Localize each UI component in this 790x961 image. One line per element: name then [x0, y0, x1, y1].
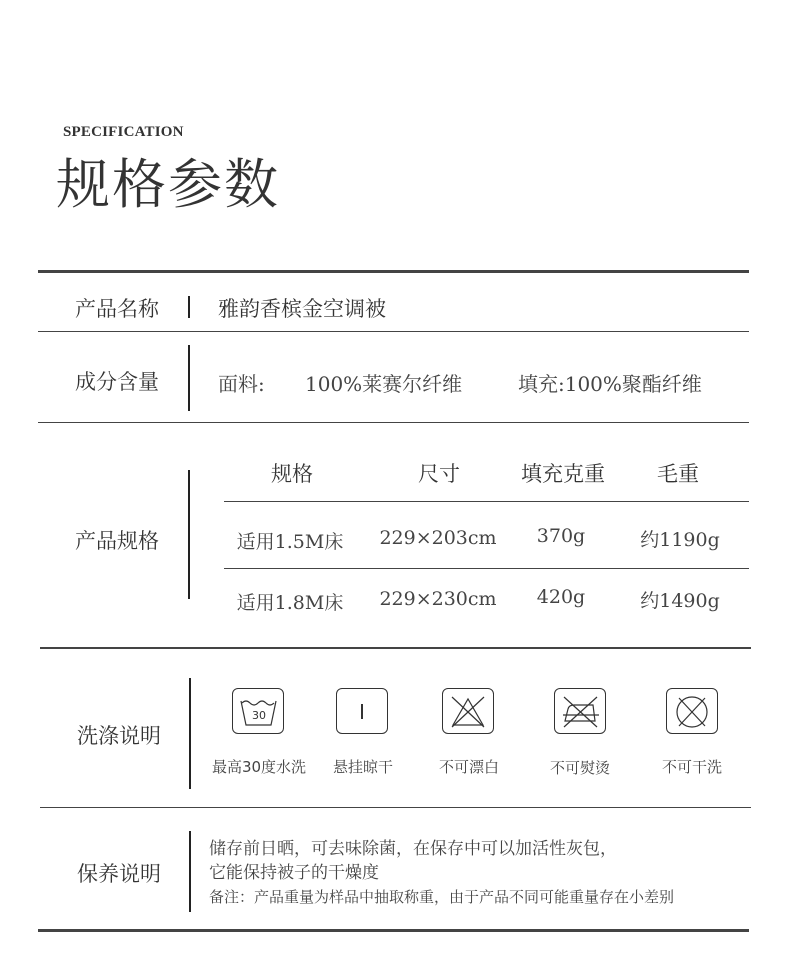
wash-temperature: 30 [252, 709, 266, 722]
divider [189, 831, 191, 912]
care-line-2: 它能保持被子的干燥度 [209, 863, 379, 883]
col-header-fill-weight: 填充克重 [521, 462, 605, 486]
table-cell: 229×230cm [379, 588, 497, 610]
product-name-value: 雅韵香槟金空调被 [218, 297, 386, 321]
care-label: 保养说明 [77, 862, 161, 886]
table-cell: 适用1.8M床 [236, 592, 344, 614]
care-label-no-bleach: 不可漂白 [438, 758, 499, 776]
product-name-label: 产品名称 [75, 297, 159, 321]
care-line-1: 储存前日晒，可去味除菌，在保存中可以加活性灰包， [209, 839, 617, 859]
composition-label: 成分含量 [75, 370, 159, 394]
filling-value: 填充:100%聚酯纤维 [518, 372, 702, 396]
row-divider [38, 331, 749, 332]
table-top-border [38, 270, 749, 273]
table-cell: 229×203cm [379, 527, 497, 549]
table-cell: 约1190g [640, 529, 720, 551]
care-label-no-dry-clean: 不可干洗 [661, 758, 722, 776]
care-label-no-iron: 不可熨烫 [549, 759, 610, 777]
washing-label: 洗涤说明 [77, 724, 161, 748]
care-label-wash: 最高30度水洗 [211, 758, 307, 776]
spec-row-divider [224, 568, 749, 569]
col-header-gross-weight: 毛重 [657, 462, 699, 486]
table-cell: 适用1.5M床 [236, 531, 344, 553]
fabric-label: 面料: [218, 372, 265, 396]
fabric-value: 100%莱赛尔纤维 [305, 372, 463, 396]
spec-header-divider [224, 501, 749, 502]
divider [188, 345, 190, 411]
hang-dry-icon [336, 688, 388, 734]
col-header-spec: 规格 [271, 462, 313, 486]
row-divider [38, 422, 749, 423]
row-divider [40, 807, 751, 808]
wash-30-icon [232, 688, 284, 734]
specs-label: 产品规格 [75, 529, 159, 553]
row-divider [40, 647, 751, 649]
spec-title-cn: 规格参数 [56, 153, 280, 216]
no-iron-icon [554, 688, 606, 734]
table-cell: 约1490g [640, 590, 720, 612]
no-dry-clean-icon [666, 688, 718, 734]
table-bottom-border [38, 929, 749, 932]
table-cell: 420g [536, 586, 586, 608]
table-cell: 370g [536, 525, 586, 547]
care-note: 备注：产品重量为样品中抽取称重，由于产品不同可能重量存在小差别 [209, 888, 675, 906]
col-header-size: 尺寸 [418, 462, 460, 486]
divider [188, 470, 190, 599]
spec-title-en: SPECIFICATION [63, 124, 184, 140]
divider [189, 678, 191, 789]
no-bleach-icon [442, 688, 494, 734]
care-label-hang-dry: 悬挂晾干 [332, 758, 393, 776]
divider [188, 296, 190, 318]
